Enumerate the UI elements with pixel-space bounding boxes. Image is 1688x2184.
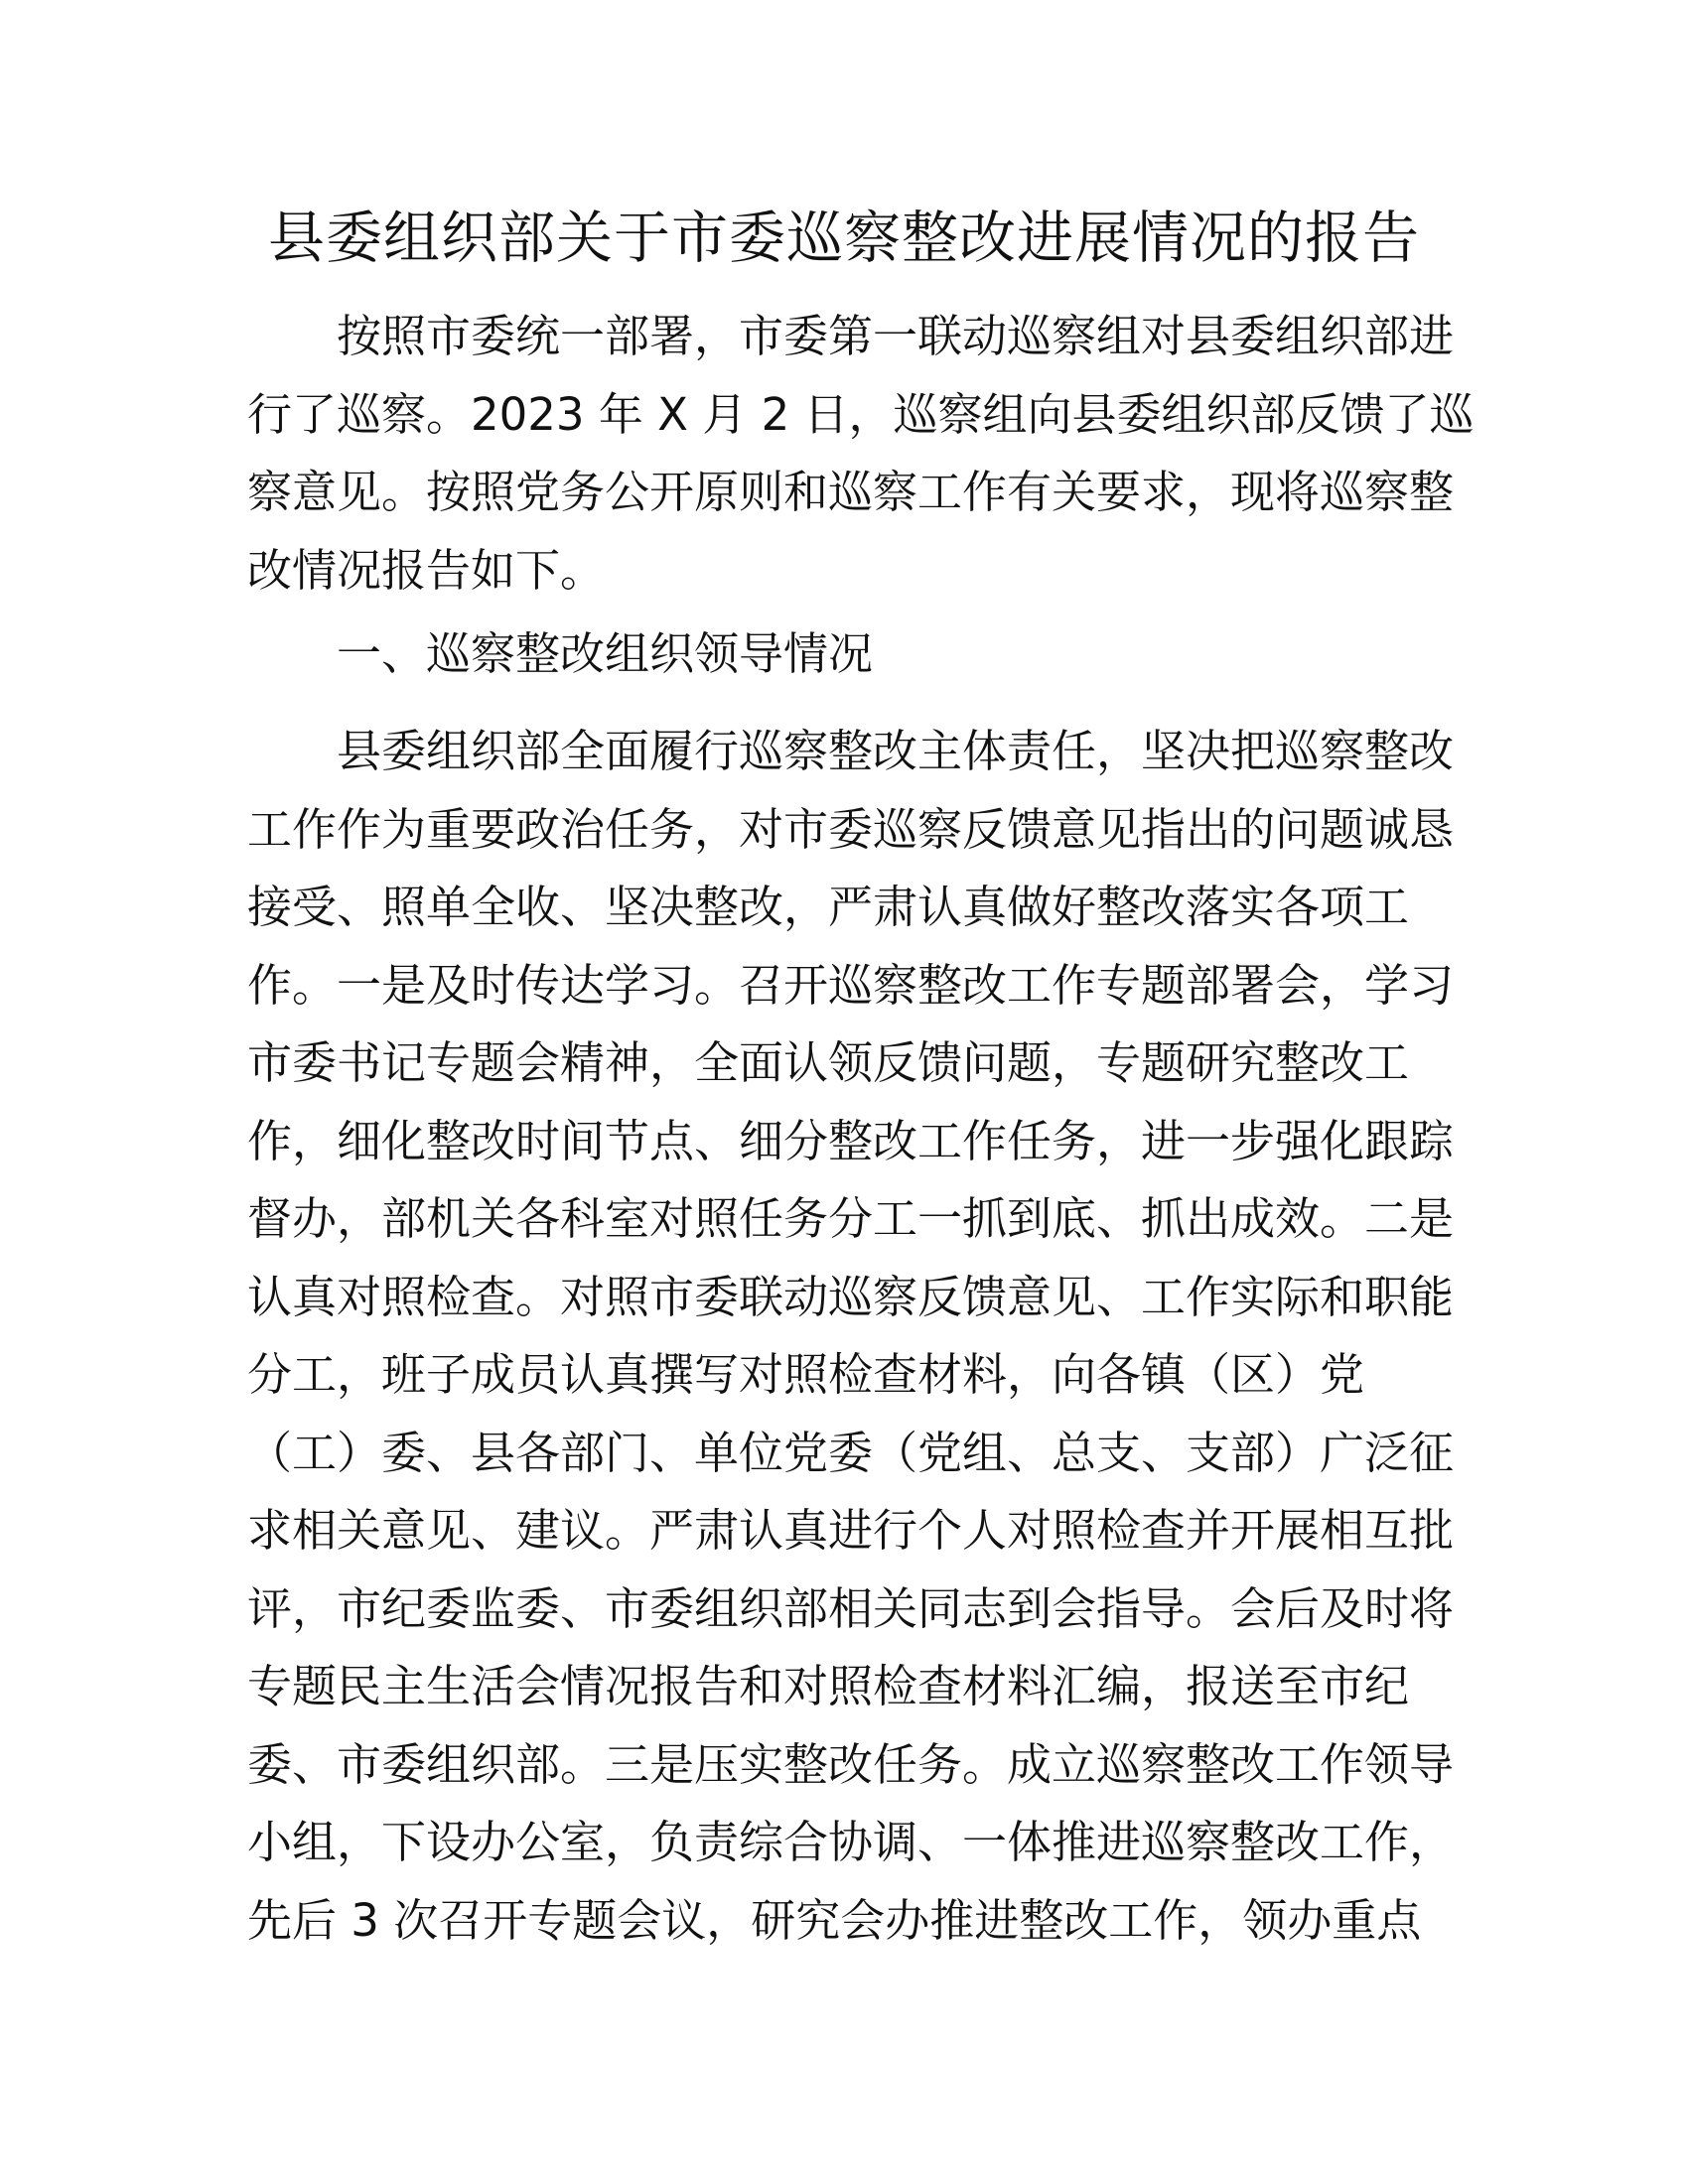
paragraph-line: 先后 3 次召开专题会议，研究会办推进整改工作，领办重点: [247, 1893, 1422, 1947]
section-heading: 一、巡察整改组织领导情况: [337, 627, 874, 680]
intro-paragraph: [247, 298, 1475, 610]
document-title: 县委组织部关于市委巡察整改进展情况的报告: [268, 205, 1420, 271]
paragraph-line: 县委组织部全面履行巡察整改主体责任，坚决把巡察整改: [337, 725, 1455, 777]
paragraph-line: 接受、照单全收、坚决整改，严肃认真做好整改落实各项工: [247, 881, 1410, 933]
paragraph-line: 分工，班子成员认真撰写对照检查材料，向各镇（区）党: [247, 1348, 1365, 1401]
paragraph-line: 评，市纪委监委、市委组织部相关同志到会指导。会后及时将: [247, 1581, 1455, 1635]
paragraph-line: 改情况报告如下。: [247, 543, 606, 597]
paragraph-line: （工）委、县各部门、单位党委（党组、总支、支部）广泛征: [247, 1426, 1455, 1479]
paragraph-line: 委、市委组织部。三是压实整改任务。成立巡察整改工作领导: [247, 1737, 1455, 1791]
paragraph-line: 作。一是及时传达学习。召开巡察整改工作专题部署会，学习: [247, 958, 1455, 1012]
paragraph-line: 工作作为重要政治任务，对市委巡察反馈意见指出的问题诚恳: [247, 802, 1455, 856]
paragraph-line: 认真对照检查。对照市委联动巡察反馈意见、工作实际和职能: [247, 1270, 1455, 1323]
paragraph-line: 小组，下设办公室，负责综合协调、一体推进巡察整改工作，: [247, 1816, 1455, 1868]
section-paragraph: [247, 713, 1455, 1960]
paragraph-line: 行了巡察。2023 年 X 月 2 日，巡察组向县委组织部反馈了巡: [247, 387, 1475, 441]
paragraph-line: 专题民主生活会情况报告和对照检查材料汇编，报送至市纪: [247, 1660, 1410, 1712]
paragraph-line: 作，细化整改时间节点、细分整改工作任务，进一步强化跟踪: [247, 1114, 1455, 1167]
paragraph-line: 按照市委统一部署，市委第一联动巡察组对县委组织部进: [337, 310, 1455, 362]
paragraph-line: 市委书记专题会精神，全面认领反馈问题，专题研究整改工: [247, 1036, 1410, 1089]
paragraph-line: 察意见。按照党务公开原则和巡察工作有关要求，现将巡察整: [247, 466, 1455, 518]
paragraph-line: 求相关意见、建议。严肃认真进行个人对照检查并开展相互批: [247, 1504, 1455, 1557]
paragraph-line: 督办，部机关各科室对照任务分工一抓到底、抓出成效。二是: [247, 1192, 1455, 1245]
